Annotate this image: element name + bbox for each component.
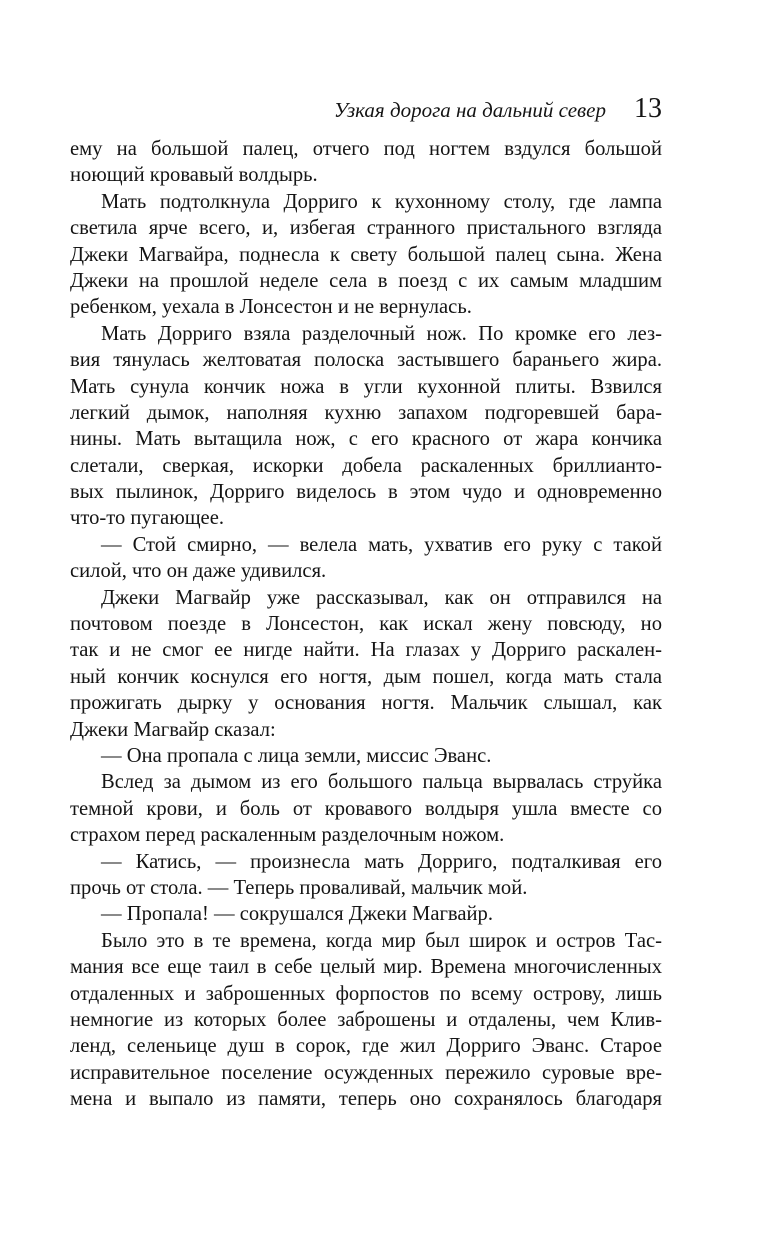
text-line: ему на большой палец, отчего под ногтем вздулся большой [70,138,662,160]
text-line: — Стой смирно, — велела мать, ухватив его руку с такой [101,533,662,556]
text-line: мена и выпало из памяти, теперь оно сохранялось благодаря [70,1088,662,1111]
text-line: темной крови, и боль от кровавого волдыря ушла вместе со [70,797,662,820]
text-line: Было это в те времена, когда мир был широк и остров Тас- [101,929,662,952]
text-line: что-то пугающее. [70,507,224,530]
text-line: светила ярче всего, и, избегая странного пристального взгляда [70,217,662,240]
text-line: немногие из которых более заброшены и отдалены, чем Клив- [70,1008,662,1031]
text-line: прожигать дырку у основания ногтя. Мальчик слышал, как [70,692,662,715]
text-line: Мать Дорриго взяла разделочный нож. По кромке его лез- [101,322,662,345]
text-line: Вслед за дымом из его большого пальца вырвалась струйка [101,771,662,794]
text-line: так и не смог ее нигде найти. На глазах у Дорриго раскален- [70,639,662,662]
running-header [70,93,662,129]
text-line: Джеки Магвайр сказал: [70,718,276,741]
text-line: страхом перед раскаленным разделочным ножом. [70,824,505,847]
text-line: мания все еще таил в себе целый мир. Времена многочисленных [70,956,662,979]
text-line: ный кончик коснулся его ногтя, дым пошел, когда мать стала [70,665,662,688]
text-line: ребенком, уехала в Лонсестон и не вернулась. [70,296,472,319]
text-line: легкий дымок, наполняя кухню запахом подгоревшей бара- [70,401,662,424]
text-line: — Пропала! — сокрушался Джеки Магвайр. [101,903,493,926]
text-line: Джеки на прошлой неделе села в поезд с их самым младшим [70,269,662,292]
text-line: почтовом поезде в Лонсестон, как искал жену повсюду, но [70,613,662,636]
text-line: Мать сунула кончик ножа в угли кухонной плиты. Взвился [70,375,662,398]
text-line: отдаленных и заброшенных форпостов по всему острову, лишь [70,982,662,1005]
text-line: Джеки Магвайра, поднесла к свету большой палец сына. Жена [70,243,662,266]
text-line: исправительное поселение осужденных пережило суровые вре- [70,1061,662,1084]
text-line: силой, что он даже удивился. [70,560,327,583]
text-line: ноющий кровавый волдырь. [70,164,318,187]
text-line: Джеки Магвайр уже рассказывал, как он отправился на [101,586,662,609]
text-line: ленд, селеньице душ в сорок, где жил Дорриго Эванс. Старое [70,1035,662,1058]
text-line: — Катись, — произнесла мать Дорриго, подталкивая его [101,850,662,873]
text-line: нины. Мать вытащила нож, с его красного от жара кончика [70,428,662,451]
text-line: вых пылинок, Дорриго виделось в этом чудо и одновременно [70,481,662,504]
body-text [70,136,662,1112]
text-line: Мать подтолкнула Дорриго к кухонному столу, где лампа [101,190,662,213]
page-number: 13 [634,93,662,124]
running-head-title: Узкая дорога на дальний север [333,98,606,122]
text-line: вия тянулась желтоватая полоска застывшего бараньего жира. [70,349,662,372]
text-line: прочь от стола. — Теперь проваливай, мальчик мой. [70,876,528,899]
text-line: слетали, сверкая, искорки добела раскаленных бриллианто- [70,454,662,477]
text-line: — Она пропала с лица земли, миссис Эванс. [101,744,492,767]
